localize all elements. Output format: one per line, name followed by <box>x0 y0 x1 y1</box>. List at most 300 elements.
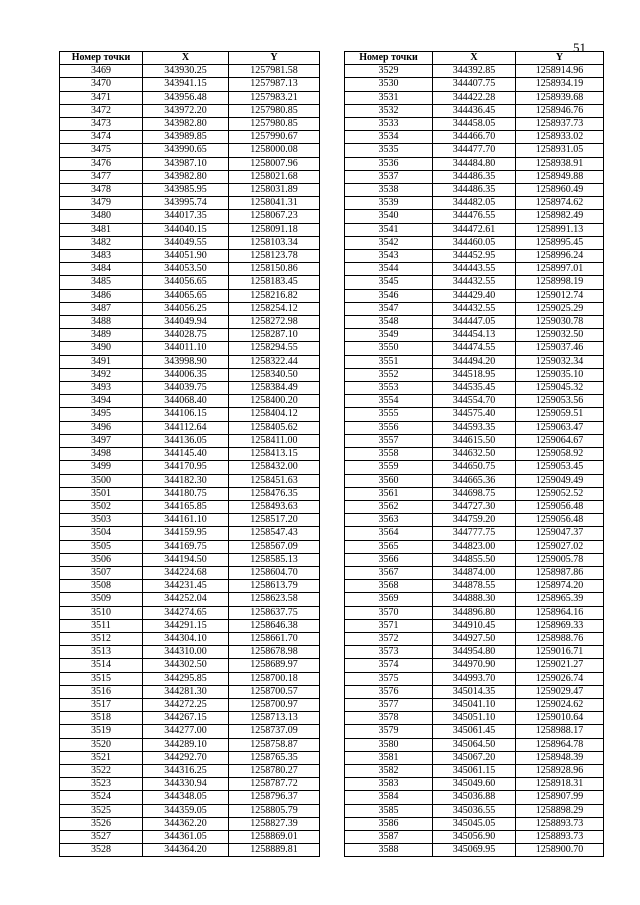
header-point-number: Номер точки <box>60 52 143 65</box>
point-number-cell: 3498 <box>60 448 143 461</box>
x-coordinate-cell: 345045.05 <box>433 817 516 830</box>
table-row <box>345 500 604 513</box>
x-coordinate-cell: 344295.85 <box>143 672 229 685</box>
x-coordinate-cell: 344272.25 <box>143 698 229 711</box>
x-coordinate-cell: 343987.10 <box>143 157 229 170</box>
x-coordinate-cell: 345061.45 <box>433 725 516 738</box>
table-row <box>345 606 604 619</box>
y-coordinate-cell: 1258623.58 <box>229 593 320 606</box>
y-coordinate-cell: 1258183.45 <box>229 276 320 289</box>
x-coordinate-cell: 344170.95 <box>143 461 229 474</box>
y-coordinate-cell: 1258939.68 <box>516 91 604 104</box>
table-row <box>345 738 604 751</box>
y-coordinate-cell: 1258931.05 <box>516 144 604 157</box>
y-coordinate-cell: 1258322.44 <box>229 355 320 368</box>
point-number-cell: 3578 <box>345 712 433 725</box>
x-coordinate-cell: 344049.55 <box>143 236 229 249</box>
table-row <box>60 632 320 645</box>
point-number-cell: 3566 <box>345 553 433 566</box>
point-number-cell: 3588 <box>345 844 433 857</box>
point-number-cell: 3544 <box>345 263 433 276</box>
x-coordinate-cell: 344348.05 <box>143 791 229 804</box>
x-coordinate-cell: 344460.05 <box>433 236 516 249</box>
x-coordinate-cell: 344292.70 <box>143 751 229 764</box>
x-coordinate-cell: 344011.10 <box>143 342 229 355</box>
y-coordinate-cell: 1259056.48 <box>516 514 604 527</box>
x-coordinate-cell: 343930.25 <box>143 65 229 78</box>
point-number-cell: 3575 <box>345 672 433 685</box>
point-number-cell: 3515 <box>60 672 143 685</box>
point-number-cell: 3545 <box>345 276 433 289</box>
x-coordinate-cell: 344065.65 <box>143 289 229 302</box>
point-number-cell: 3574 <box>345 659 433 672</box>
x-coordinate-cell: 344006.35 <box>143 368 229 381</box>
y-coordinate-cell: 1259027.02 <box>516 540 604 553</box>
y-coordinate-cell: 1257990.67 <box>229 131 320 144</box>
coordinates-table-right-body <box>345 65 604 857</box>
y-coordinate-cell: 1258765.35 <box>229 751 320 764</box>
table-row <box>345 804 604 817</box>
y-coordinate-cell: 1258700.57 <box>229 685 320 698</box>
point-number-cell: 3508 <box>60 580 143 593</box>
y-coordinate-cell: 1258982.49 <box>516 210 604 223</box>
point-number-cell: 3536 <box>345 157 433 170</box>
y-coordinate-cell: 1259032.50 <box>516 329 604 342</box>
x-coordinate-cell: 344362.20 <box>143 817 229 830</box>
x-coordinate-cell: 344888.30 <box>433 593 516 606</box>
x-coordinate-cell: 344535.45 <box>433 382 516 395</box>
table-row <box>60 778 320 791</box>
table-row <box>60 91 320 104</box>
x-coordinate-cell: 344759.20 <box>433 514 516 527</box>
y-coordinate-cell: 1257987.13 <box>229 78 320 91</box>
x-coordinate-cell: 345051.10 <box>433 712 516 725</box>
table-row <box>345 830 604 843</box>
point-number-cell: 3532 <box>345 104 433 117</box>
table-row <box>60 408 320 421</box>
table-row <box>60 659 320 672</box>
x-coordinate-cell: 344494.20 <box>433 355 516 368</box>
table-row <box>345 514 604 527</box>
table-row <box>60 104 320 117</box>
x-coordinate-cell: 344056.25 <box>143 302 229 315</box>
y-coordinate-cell: 1258585.13 <box>229 553 320 566</box>
y-coordinate-cell: 1259045.32 <box>516 382 604 395</box>
x-coordinate-cell: 344422.28 <box>433 91 516 104</box>
y-coordinate-cell: 1259032.34 <box>516 355 604 368</box>
y-coordinate-cell: 1259047.37 <box>516 527 604 540</box>
table-row <box>60 566 320 579</box>
x-coordinate-cell: 344049.94 <box>143 316 229 329</box>
point-number-cell: 3550 <box>345 342 433 355</box>
x-coordinate-cell: 344432.55 <box>433 302 516 315</box>
x-coordinate-cell: 344447.05 <box>433 316 516 329</box>
y-coordinate-cell: 1258974.20 <box>516 580 604 593</box>
point-number-cell: 3583 <box>345 778 433 791</box>
table-row <box>345 434 604 447</box>
point-number-cell: 3537 <box>345 170 433 183</box>
table-row <box>345 474 604 487</box>
x-coordinate-cell: 344874.00 <box>433 566 516 579</box>
table-row <box>345 118 604 131</box>
table-row <box>60 527 320 540</box>
table-row <box>60 342 320 355</box>
point-number-cell: 3510 <box>60 606 143 619</box>
y-coordinate-cell: 1259053.56 <box>516 395 604 408</box>
table-row <box>60 738 320 751</box>
table-row <box>345 685 604 698</box>
point-number-cell: 3509 <box>60 593 143 606</box>
point-number-cell: 3487 <box>60 302 143 315</box>
x-coordinate-cell: 344180.75 <box>143 487 229 500</box>
y-coordinate-cell: 1258613.79 <box>229 580 320 593</box>
table-row <box>60 580 320 593</box>
table-row <box>60 368 320 381</box>
x-coordinate-cell: 344051.90 <box>143 250 229 263</box>
y-coordinate-cell: 1258432.00 <box>229 461 320 474</box>
y-coordinate-cell: 1258995.45 <box>516 236 604 249</box>
x-coordinate-cell: 344458.05 <box>433 118 516 131</box>
y-coordinate-cell: 1258964.16 <box>516 606 604 619</box>
point-number-cell: 3582 <box>345 764 433 777</box>
y-coordinate-cell: 1258493.63 <box>229 500 320 513</box>
table-row <box>60 646 320 659</box>
table-row <box>60 223 320 236</box>
point-number-cell: 3520 <box>60 738 143 751</box>
y-coordinate-cell: 1258987.86 <box>516 566 604 579</box>
x-coordinate-cell: 344993.70 <box>433 672 516 685</box>
y-coordinate-cell: 1258103.34 <box>229 236 320 249</box>
x-coordinate-cell: 344017.35 <box>143 210 229 223</box>
table-row <box>60 184 320 197</box>
y-coordinate-cell: 1259016.71 <box>516 646 604 659</box>
page-number: 51 <box>573 40 586 55</box>
table-row <box>60 606 320 619</box>
point-number-cell: 3559 <box>345 461 433 474</box>
y-coordinate-cell: 1258547.43 <box>229 527 320 540</box>
x-coordinate-cell: 344575.40 <box>433 408 516 421</box>
y-coordinate-cell: 1258604.70 <box>229 566 320 579</box>
point-number-cell: 3569 <box>345 593 433 606</box>
header-y: Y <box>516 52 604 65</box>
table-row <box>60 170 320 183</box>
point-number-cell: 3488 <box>60 316 143 329</box>
point-number-cell: 3561 <box>345 487 433 500</box>
point-number-cell: 3512 <box>60 632 143 645</box>
y-coordinate-cell: 1258907.99 <box>516 791 604 804</box>
x-coordinate-cell: 345036.55 <box>433 804 516 817</box>
point-number-cell: 3533 <box>345 118 433 131</box>
x-coordinate-cell: 344554.70 <box>433 395 516 408</box>
table-row <box>345 104 604 117</box>
table-row <box>345 619 604 632</box>
x-coordinate-cell: 343972.20 <box>143 104 229 117</box>
y-coordinate-cell: 1258988.76 <box>516 632 604 645</box>
x-coordinate-cell: 344665.36 <box>433 474 516 487</box>
y-coordinate-cell: 1258960.49 <box>516 184 604 197</box>
table-row <box>345 421 604 434</box>
table-row <box>345 78 604 91</box>
point-number-cell: 3554 <box>345 395 433 408</box>
point-number-cell: 3552 <box>345 368 433 381</box>
table-row <box>60 131 320 144</box>
y-coordinate-cell: 1258294.55 <box>229 342 320 355</box>
x-coordinate-cell: 344392.85 <box>433 65 516 78</box>
x-coordinate-cell: 343990.65 <box>143 144 229 157</box>
point-number-cell: 3484 <box>60 263 143 276</box>
point-number-cell: 3490 <box>60 342 143 355</box>
point-number-cell: 3522 <box>60 764 143 777</box>
x-coordinate-cell: 344289.10 <box>143 738 229 751</box>
point-number-cell: 3555 <box>345 408 433 421</box>
point-number-cell: 3501 <box>60 487 143 500</box>
table-row <box>345 236 604 249</box>
table-row <box>60 118 320 131</box>
point-number-cell: 3473 <box>60 118 143 131</box>
table-row <box>60 619 320 632</box>
x-coordinate-cell: 344194.50 <box>143 553 229 566</box>
coordinates-table-left-body <box>60 65 320 857</box>
table-row <box>345 276 604 289</box>
table-row <box>60 329 320 342</box>
x-coordinate-cell: 345041.10 <box>433 698 516 711</box>
point-number-cell: 3542 <box>345 236 433 249</box>
table-row <box>60 698 320 711</box>
table-row <box>60 210 320 223</box>
y-coordinate-cell: 1258900.70 <box>516 844 604 857</box>
x-coordinate-cell: 344364.20 <box>143 844 229 857</box>
point-number-cell: 3478 <box>60 184 143 197</box>
x-coordinate-cell: 344432.55 <box>433 276 516 289</box>
point-number-cell: 3551 <box>345 355 433 368</box>
table-row <box>345 65 604 78</box>
table-row <box>345 580 604 593</box>
table-row <box>60 514 320 527</box>
x-coordinate-cell: 344484.80 <box>433 157 516 170</box>
y-coordinate-cell: 1258031.89 <box>229 184 320 197</box>
x-coordinate-cell: 344359.05 <box>143 804 229 817</box>
point-number-cell: 3571 <box>345 619 433 632</box>
point-number-cell: 3499 <box>60 461 143 474</box>
x-coordinate-cell: 345064.50 <box>433 738 516 751</box>
table-row <box>345 461 604 474</box>
x-coordinate-cell: 344053.50 <box>143 263 229 276</box>
table-row <box>345 184 604 197</box>
table-row <box>345 289 604 302</box>
y-coordinate-cell: 1258091.18 <box>229 223 320 236</box>
table-row <box>60 355 320 368</box>
y-coordinate-cell: 1259029.47 <box>516 685 604 698</box>
table-row <box>345 223 604 236</box>
point-number-cell: 3516 <box>60 685 143 698</box>
y-coordinate-cell: 1258898.29 <box>516 804 604 817</box>
point-number-cell: 3541 <box>345 223 433 236</box>
x-coordinate-cell: 345061.15 <box>433 764 516 777</box>
y-coordinate-cell: 1258996.24 <box>516 250 604 263</box>
x-coordinate-cell: 344068.40 <box>143 395 229 408</box>
y-coordinate-cell: 1258787.72 <box>229 778 320 791</box>
x-coordinate-cell: 344486.35 <box>433 170 516 183</box>
table-row <box>60 78 320 91</box>
point-number-cell: 3543 <box>345 250 433 263</box>
point-number-cell: 3476 <box>60 157 143 170</box>
header-point-number: Номер точки <box>345 52 433 65</box>
coordinates-table-right <box>344 51 604 857</box>
y-coordinate-cell: 1258758.87 <box>229 738 320 751</box>
y-coordinate-cell: 1259024.62 <box>516 698 604 711</box>
table-row <box>345 342 604 355</box>
y-coordinate-cell: 1259056.48 <box>516 500 604 513</box>
point-number-cell: 3586 <box>345 817 433 830</box>
y-coordinate-cell: 1258451.63 <box>229 474 320 487</box>
x-coordinate-cell: 344650.75 <box>433 461 516 474</box>
x-coordinate-cell: 344145.40 <box>143 448 229 461</box>
table-row <box>345 566 604 579</box>
point-number-cell: 3485 <box>60 276 143 289</box>
x-coordinate-cell: 344486.35 <box>433 184 516 197</box>
table-row <box>345 170 604 183</box>
table-row <box>345 778 604 791</box>
y-coordinate-cell: 1258869.01 <box>229 830 320 843</box>
y-coordinate-cell: 1259010.64 <box>516 712 604 725</box>
x-coordinate-cell: 344878.55 <box>433 580 516 593</box>
y-coordinate-cell: 1258964.78 <box>516 738 604 751</box>
y-coordinate-cell: 1258678.98 <box>229 646 320 659</box>
table-row <box>60 712 320 725</box>
x-coordinate-cell: 344291.15 <box>143 619 229 632</box>
point-number-cell: 3469 <box>60 65 143 78</box>
point-number-cell: 3549 <box>345 329 433 342</box>
table-row <box>60 289 320 302</box>
x-coordinate-cell: 344927.50 <box>433 632 516 645</box>
x-coordinate-cell: 344302.50 <box>143 659 229 672</box>
y-coordinate-cell: 1258949.88 <box>516 170 604 183</box>
table-row <box>345 157 604 170</box>
point-number-cell: 3474 <box>60 131 143 144</box>
table-row <box>60 593 320 606</box>
x-coordinate-cell: 344454.13 <box>433 329 516 342</box>
y-coordinate-cell: 1258123.78 <box>229 250 320 263</box>
point-number-cell: 3564 <box>345 527 433 540</box>
y-coordinate-cell: 1259059.51 <box>516 408 604 421</box>
point-number-cell: 3547 <box>345 302 433 315</box>
x-coordinate-cell: 344443.55 <box>433 263 516 276</box>
y-coordinate-cell: 1258928.96 <box>516 764 604 777</box>
point-number-cell: 3570 <box>345 606 433 619</box>
point-number-cell: 3531 <box>345 91 433 104</box>
table-row <box>60 685 320 698</box>
x-coordinate-cell: 344281.30 <box>143 685 229 698</box>
point-number-cell: 3482 <box>60 236 143 249</box>
y-coordinate-cell: 1257980.85 <box>229 104 320 117</box>
x-coordinate-cell: 344436.45 <box>433 104 516 117</box>
point-number-cell: 3511 <box>60 619 143 632</box>
point-number-cell: 3517 <box>60 698 143 711</box>
table-row <box>60 764 320 777</box>
point-number-cell: 3526 <box>60 817 143 830</box>
y-coordinate-cell: 1258965.39 <box>516 593 604 606</box>
point-number-cell: 3573 <box>345 646 433 659</box>
x-coordinate-cell: 344304.10 <box>143 632 229 645</box>
point-number-cell: 3483 <box>60 250 143 263</box>
x-coordinate-cell: 344028.75 <box>143 329 229 342</box>
point-number-cell: 3492 <box>60 368 143 381</box>
x-coordinate-cell: 343989.85 <box>143 131 229 144</box>
table-row <box>345 791 604 804</box>
y-coordinate-cell: 1259049.49 <box>516 474 604 487</box>
y-coordinate-cell: 1258150.86 <box>229 263 320 276</box>
table-row <box>60 302 320 315</box>
y-coordinate-cell: 1259021.27 <box>516 659 604 672</box>
table-row <box>345 672 604 685</box>
y-coordinate-cell: 1258889.81 <box>229 844 320 857</box>
y-coordinate-cell: 1258805.79 <box>229 804 320 817</box>
y-coordinate-cell: 1258938.91 <box>516 157 604 170</box>
point-number-cell: 3563 <box>345 514 433 527</box>
y-coordinate-cell: 1258780.27 <box>229 764 320 777</box>
point-number-cell: 3479 <box>60 197 143 210</box>
table-row <box>345 817 604 830</box>
x-coordinate-cell: 344407.75 <box>433 78 516 91</box>
point-number-cell: 3506 <box>60 553 143 566</box>
table-row <box>345 844 604 857</box>
x-coordinate-cell: 344330.94 <box>143 778 229 791</box>
y-coordinate-cell: 1258969.33 <box>516 619 604 632</box>
x-coordinate-cell: 343985.95 <box>143 184 229 197</box>
x-coordinate-cell: 344970.90 <box>433 659 516 672</box>
table-row <box>345 646 604 659</box>
table-row <box>60 830 320 843</box>
table-row <box>345 263 604 276</box>
table-row <box>60 316 320 329</box>
point-number-cell: 3521 <box>60 751 143 764</box>
y-coordinate-cell: 1258933.02 <box>516 131 604 144</box>
y-coordinate-cell: 1258997.01 <box>516 263 604 276</box>
table-row <box>345 712 604 725</box>
point-number-cell: 3472 <box>60 104 143 117</box>
y-coordinate-cell: 1258067.23 <box>229 210 320 223</box>
table-row <box>60 844 320 857</box>
point-number-cell: 3568 <box>345 580 433 593</box>
table-row <box>60 461 320 474</box>
point-number-cell: 3480 <box>60 210 143 223</box>
y-coordinate-cell: 1258937.73 <box>516 118 604 131</box>
table-row <box>345 448 604 461</box>
point-number-cell: 3558 <box>345 448 433 461</box>
table-row <box>60 487 320 500</box>
y-coordinate-cell: 1258914.96 <box>516 65 604 78</box>
table-row <box>345 144 604 157</box>
y-coordinate-cell: 1257981.58 <box>229 65 320 78</box>
y-coordinate-cell: 1258998.19 <box>516 276 604 289</box>
y-coordinate-cell: 1258796.37 <box>229 791 320 804</box>
point-number-cell: 3565 <box>345 540 433 553</box>
point-number-cell: 3581 <box>345 751 433 764</box>
point-number-cell: 3572 <box>345 632 433 645</box>
table-row <box>345 395 604 408</box>
point-number-cell: 3585 <box>345 804 433 817</box>
x-coordinate-cell: 344277.00 <box>143 725 229 738</box>
x-coordinate-cell: 344159.95 <box>143 527 229 540</box>
x-coordinate-cell: 345056.90 <box>433 830 516 843</box>
table-row <box>345 355 604 368</box>
table-row <box>345 725 604 738</box>
y-coordinate-cell: 1258737.09 <box>229 725 320 738</box>
table-row <box>60 434 320 447</box>
point-number-cell: 3481 <box>60 223 143 236</box>
table-row <box>345 553 604 566</box>
x-coordinate-cell: 344429.40 <box>433 289 516 302</box>
